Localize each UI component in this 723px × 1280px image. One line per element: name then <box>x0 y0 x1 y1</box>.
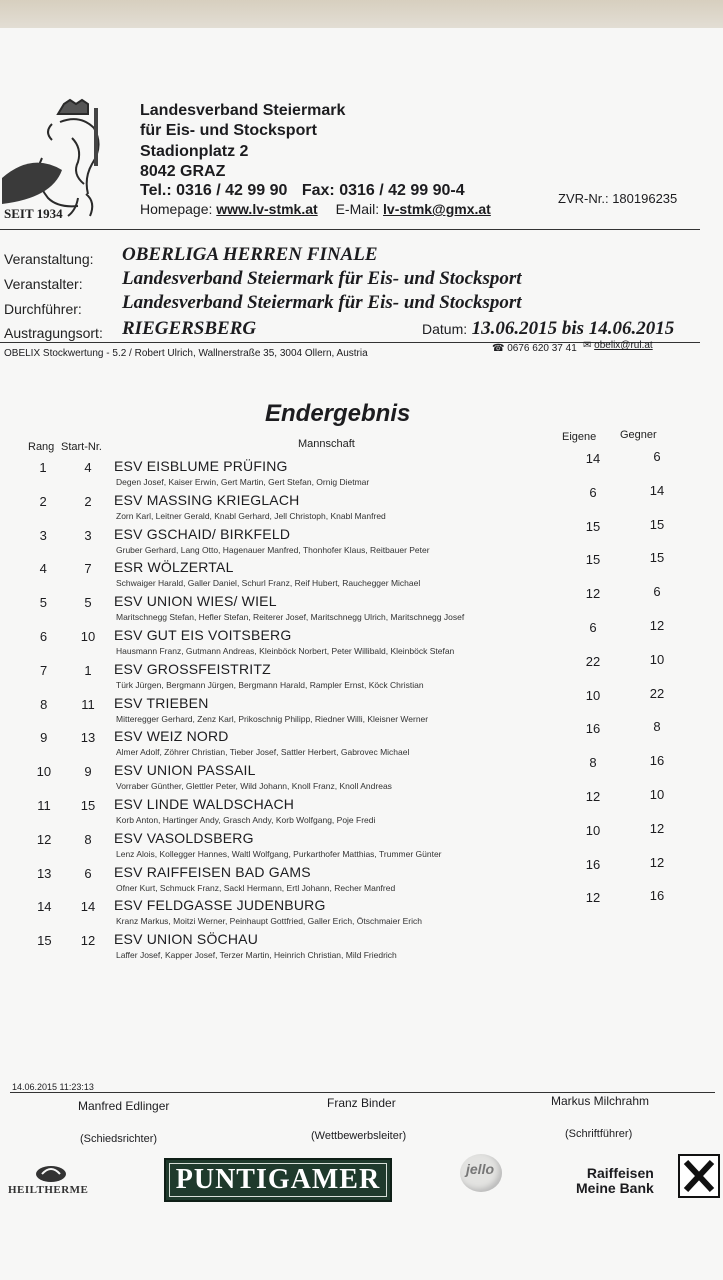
start-number-cell: 5 <box>84 595 92 611</box>
team-players: Mitteregger Gerhard, Zenz Karl, Prikoschnig Philipp, Riedner Willi, Kleisner Werner <box>116 713 429 724</box>
federation-logo <box>2 98 120 224</box>
jello-logo <box>460 1154 502 1192</box>
start-number-cell: 13 <box>80 730 96 746</box>
team-name: ESV UNION PASSAIL <box>114 762 256 779</box>
gegner-cell: 6 <box>653 449 661 464</box>
sig3-name: Markus Milchrahm <box>551 1094 650 1108</box>
eigene-cell: 14 <box>585 451 601 466</box>
sig2-role: (Wettbewerbsleiter) <box>311 1130 407 1142</box>
team-players: Maritschnegg Stefan, Hefler Stefan, Reiterer Josef, Maritschnegg Ulrich, Maritschnegg Josef <box>116 612 465 623</box>
ort-label: Austragungsort: <box>4 325 103 341</box>
print-timestamp: 14.06.2015 11:23:13 <box>12 1082 94 1092</box>
seit-text: SEIT 1934 <box>4 206 63 221</box>
rank-cell: 6 <box>39 629 48 644</box>
gegner-cell: 12 <box>649 820 665 836</box>
team-name: ESV WEIZ NORD <box>114 728 229 745</box>
raiffeisen-line1: Raiffeisen <box>586 1165 654 1181</box>
team-players: Schwaiger Harald, Galler Daniel, Schurl Franz, Reif Hubert, Rauchegger Michael <box>116 578 421 589</box>
eigene-cell: 12 <box>585 890 601 906</box>
rank-cell: 8 <box>40 696 48 712</box>
team-players: Degen Josef, Kaiser Erwin, Gert Martin, Gert Stefan, Ornig Dietmar <box>116 477 370 487</box>
gegner-cell: 16 <box>649 753 665 769</box>
col-gegner: Gegner <box>620 429 657 441</box>
eigene-cell: 6 <box>589 484 597 500</box>
col-team: Mannschaft <box>298 438 355 450</box>
team-name: ESV GROSSFEISTRITZ <box>114 660 271 677</box>
eigene-cell: 16 <box>585 721 601 737</box>
team-name: ESV UNION WIES/ WIEL <box>114 593 277 610</box>
start-number-cell: 12 <box>80 933 96 949</box>
tel-number: 0316 / 42 99 90 <box>176 182 288 199</box>
start-number-cell: 3 <box>84 527 92 543</box>
eigene-cell: 6 <box>589 620 597 635</box>
veranstaltung-value: OBERLIGA HERREN FINALE <box>122 244 378 265</box>
start-number-cell: 2 <box>84 493 92 509</box>
team-players: Korb Anton, Hartinger Andy, Grasch Andy, Korb Wolfgang, Poje Fredi <box>116 815 376 825</box>
start-number-cell: 15 <box>80 798 96 813</box>
software-phone-number: 0676 620 37 41 <box>507 343 577 354</box>
sig2-name: Franz Binder <box>327 1096 396 1110</box>
eigene-cell: 15 <box>585 552 601 568</box>
veranstaltung-label: Veranstaltung: <box>4 251 94 267</box>
gegner-cell: 16 <box>649 888 665 904</box>
org-name-line1: Landesverband Steiermark <box>140 102 346 119</box>
software-email <box>583 340 653 351</box>
team-players: Almer Adolf, Zöhrer Christian, Tieber Josef, Sattler Herbert, Gabrovec Michael <box>116 747 410 758</box>
team-players: Laffer Josef, Kapper Josef, Terzer Martin, Heinrich Christian, Mild Friedrich <box>116 950 397 961</box>
eigene-cell: 12 <box>585 586 601 602</box>
team-name: ESV MASSING KRIEGLACH <box>114 491 300 508</box>
durchfuehrer-value: Landesverband Steiermark für Eis- und Stocksport <box>122 292 522 313</box>
contact-web-line <box>140 201 491 217</box>
veranstalter-label: Veranstalter: <box>4 276 83 292</box>
raiffeisen-logo <box>576 1166 654 1196</box>
datum-value: 13.06.2015 bis 14.06.2015 <box>471 318 675 339</box>
gegner-cell: 10 <box>649 787 665 802</box>
zvr-line <box>558 191 677 206</box>
puntigamer-text: PUNTIGAMER <box>175 1164 381 1195</box>
gegner-cell: 12 <box>649 618 665 633</box>
team-name: ESV GSCHAID/ BIRKFELD <box>114 525 291 542</box>
team-players: Türk Jürgen, Bergmann Jürgen, Bergmann Harald, Rampler Ernst, Köck Christian <box>116 679 424 690</box>
veranstalter-value: Landesverband Steiermark für Eis- und Stocksport <box>122 268 522 289</box>
datum-block <box>422 318 674 340</box>
gegner-cell: 15 <box>649 516 665 532</box>
homepage-link[interactable]: www.lv-stmk.at <box>216 201 318 217</box>
eigene-cell: 10 <box>585 687 601 703</box>
email-label: E-Mail: <box>335 201 380 217</box>
col-start: Start-Nr. <box>61 441 102 453</box>
org-street: Stadionplatz 2 <box>140 143 249 160</box>
col-rang: Rang <box>28 441 55 453</box>
team-players: Lenz Alois, Kollegger Hannes, Waltl Wolfgang, Purkarthofer Matthias, Trummer Günter <box>116 848 442 859</box>
gegner-cell: 6 <box>653 584 661 600</box>
raiffeisen-line2: Meine Bank <box>576 1180 654 1196</box>
zvr-number: 180196235 <box>612 191 678 206</box>
team-name: ESV FELDGASSE JUDENBURG <box>114 897 326 914</box>
rank-cell: 13 <box>36 865 52 881</box>
heiltherme-logo: HEILTHERME <box>8 1184 89 1196</box>
durchfuehrer-label: Durchführer: <box>4 301 82 317</box>
tel-label: Tel.: <box>140 182 172 199</box>
start-number-cell: 9 <box>84 764 92 780</box>
divider <box>0 229 700 230</box>
contact-phone-line <box>140 181 465 201</box>
team-name: ESV RAIFFEISEN BAD GAMS <box>114 863 311 880</box>
gegner-cell: 12 <box>649 854 665 870</box>
team-players: Hausmann Franz, Gutmann Andreas, Kleinböck Norbert, Peter Willibald, Kleinböck Stefan <box>116 646 455 656</box>
team-players: Kranz Markus, Moitzi Werner, Peinhaupt Gottfried, Galler Erich, Ötschmaier Erich <box>116 916 422 927</box>
team-players: Ofner Kurt, Schmuck Franz, Sackl Hermann, Ertl Johann, Recher Manfred <box>116 882 396 893</box>
team-name: ESR WÖLZERTAL <box>114 559 234 576</box>
eigene-cell: 12 <box>585 789 601 804</box>
results-title: Endergebnis <box>265 400 411 427</box>
datum-label: Datum: <box>422 321 468 337</box>
team-name: ESV EISBLUME PRÜFING <box>114 458 288 474</box>
software-phone <box>492 343 577 354</box>
ort-value: RIEGERSBERG <box>122 318 257 339</box>
homepage-label: Homepage: <box>140 201 213 217</box>
raiffeisen-gable-icon <box>678 1154 720 1198</box>
eigene-cell: 16 <box>585 856 601 872</box>
software-info: OBELIX Stockwertung - 5.2 / Robert Ulrich, Wallnerstraße 35, 3004 Ollern, Austria <box>4 348 368 359</box>
gegner-cell: 22 <box>649 685 665 701</box>
start-number-cell: 14 <box>80 899 96 915</box>
rank-cell: 4 <box>39 561 47 577</box>
rank-cell: 12 <box>36 831 52 847</box>
team-name: ESV VASOLDSBERG <box>114 829 254 846</box>
rank-cell: 5 <box>39 595 47 611</box>
col-eigene: Eigene <box>562 431 597 443</box>
team-name: ESV LINDE WALDSCHACH <box>114 796 295 812</box>
rank-cell: 14 <box>37 899 52 915</box>
heiltherme-icon <box>34 1162 68 1186</box>
jello-text: jello <box>466 1161 495 1177</box>
eigene-cell: 10 <box>585 822 601 838</box>
team-name: ESV GUT EIS VOITSBERG <box>114 627 292 643</box>
rank-cell: 10 <box>36 764 52 780</box>
start-number-cell: 1 <box>84 662 92 678</box>
rank-cell: 15 <box>37 933 52 949</box>
sig3-role: (Schriftführer) <box>565 1128 633 1140</box>
team-name: ESV UNION SÖCHAU <box>114 931 258 948</box>
eigene-cell: 15 <box>585 518 601 534</box>
gegner-cell: 10 <box>649 651 665 667</box>
eigene-cell: 8 <box>589 755 597 771</box>
email-link[interactable]: lv-stmk@gmx.at <box>383 201 491 217</box>
team-players: Vorraber Günther, Glettler Peter, Wild Johann, Knoll Franz, Knoll Andreas <box>116 781 392 792</box>
rank-cell: 1 <box>39 460 47 475</box>
mail-icon: ✉ <box>583 340 592 351</box>
eigene-cell: 22 <box>585 653 601 669</box>
rank-cell: 2 <box>39 493 47 509</box>
start-number-cell: 6 <box>84 865 92 881</box>
footer-divider <box>10 1092 715 1093</box>
rank-cell: 11 <box>37 798 51 813</box>
start-number-cell: 10 <box>80 629 96 644</box>
start-number-cell: 8 <box>84 831 92 847</box>
puntigamer-logo <box>164 1158 392 1202</box>
fax-label: Fax: <box>301 182 335 199</box>
software-email-link[interactable]: obelix@rul.at <box>594 340 653 351</box>
start-number-cell: 7 <box>84 561 92 577</box>
org-name-line2: für Eis- und Stocksport <box>140 122 317 139</box>
gegner-cell: 15 <box>649 550 665 566</box>
rank-cell: 7 <box>39 662 48 678</box>
team-players: Gruber Gerhard, Lang Otto, Hagenauer Manfred, Thonhofer Klaus, Reitbauer Peter <box>116 544 430 555</box>
org-city: 8042 GRAZ <box>140 163 226 180</box>
fax-number: 0316 / 42 99 90-4 <box>339 182 465 199</box>
puntigamer-frame <box>169 1163 387 1197</box>
sig1-name: Manfred Edlinger <box>78 1099 170 1113</box>
team-players: Zorn Karl, Leitner Gerald, Knabl Gerhard, Jell Christoph, Knabl Manfred <box>116 510 386 521</box>
start-number-cell: 11 <box>81 696 95 712</box>
zvr-label: ZVR-Nr.: <box>558 191 609 206</box>
sig1-role: (Schiedsrichter) <box>80 1133 158 1145</box>
phone-icon: ☎ <box>492 343 505 354</box>
rank-cell: 3 <box>39 527 47 543</box>
start-number-cell: 4 <box>84 460 92 475</box>
gegner-cell: 14 <box>649 482 665 498</box>
team-name: ESV TRIEBEN <box>114 694 209 711</box>
gegner-cell: 8 <box>653 719 661 735</box>
rank-cell: 9 <box>40 730 48 746</box>
